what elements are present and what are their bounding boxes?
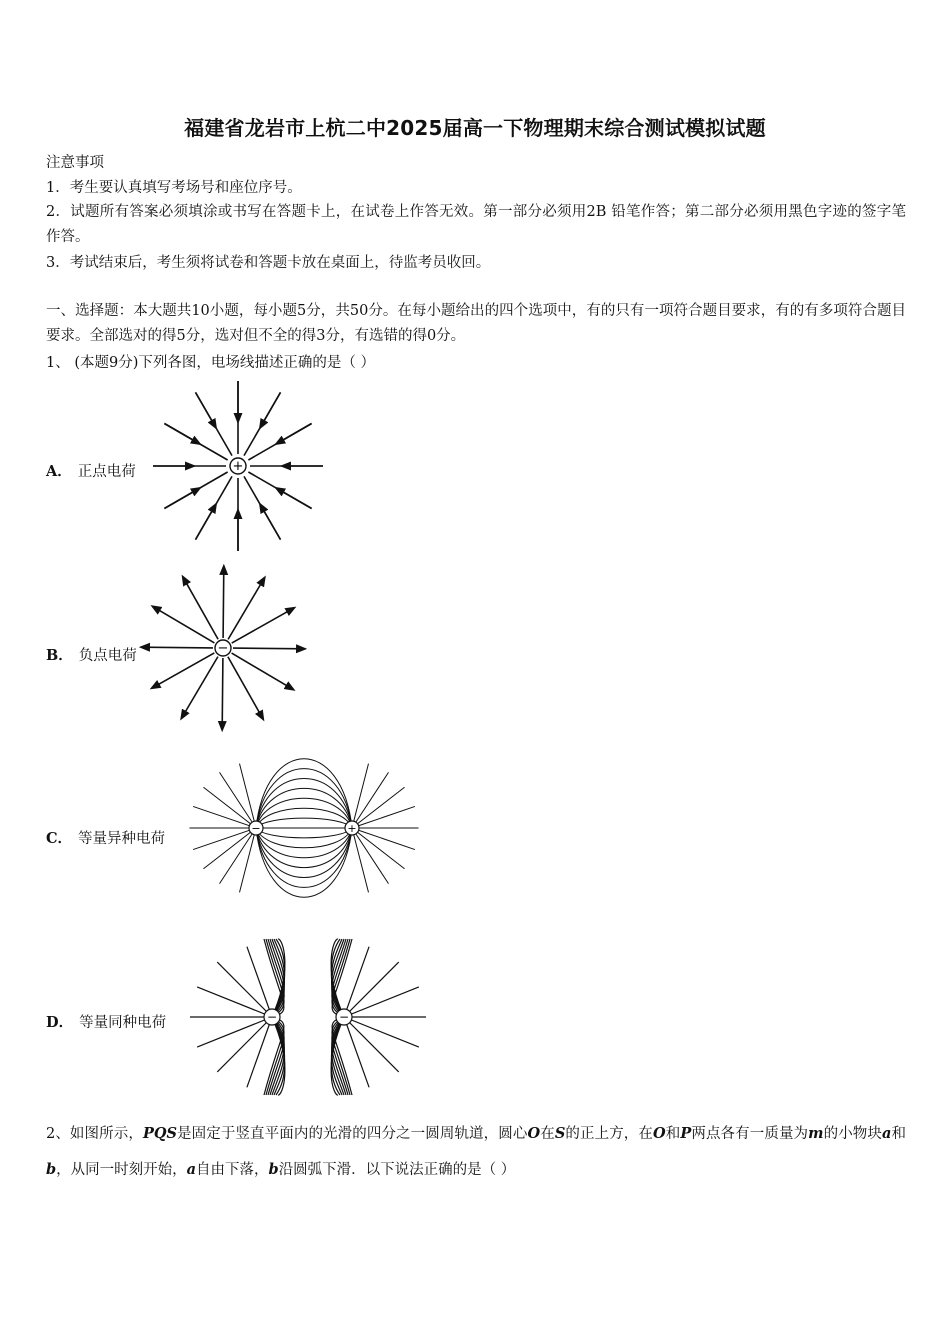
field-arrow bbox=[260, 392, 281, 428]
option-c-text: 等量异种电荷 bbox=[78, 831, 166, 847]
field-line bbox=[352, 787, 405, 828]
option-d-text: 等量同种电荷 bbox=[79, 1015, 167, 1031]
field-arrow bbox=[141, 647, 213, 648]
field-arrow bbox=[196, 392, 217, 428]
charge-symbol-right: − bbox=[338, 1010, 350, 1024]
field-arrow bbox=[228, 577, 265, 639]
option-d-label: D． bbox=[46, 1014, 74, 1031]
figure-positive-charge bbox=[148, 376, 328, 556]
charge-symbol: − bbox=[217, 641, 229, 656]
field-arrow bbox=[276, 424, 312, 445]
field-line bbox=[247, 1017, 272, 1087]
field-arrow bbox=[260, 504, 281, 540]
option-a bbox=[46, 460, 136, 481]
field-line bbox=[352, 828, 415, 850]
charge-symbol-left: − bbox=[251, 822, 261, 835]
field-line bbox=[239, 828, 256, 892]
field-arrow bbox=[152, 606, 214, 643]
field-arrow bbox=[164, 424, 200, 445]
section-1-intro: 一、选择题：本大题共10小题，每小题5分，共50分。在每小题给出的四个选项中，有的只有一项符合题目要求，有的有多项符合题目要求。全部选对的得5分，选对但不全的得3分，有选错的得0分。 bbox=[46, 303, 906, 344]
field-line bbox=[344, 1017, 399, 1072]
option-b-label: B． bbox=[46, 647, 73, 664]
field-line bbox=[344, 1017, 369, 1087]
field-line bbox=[352, 772, 388, 828]
option-a-label: A． bbox=[46, 463, 72, 480]
field-line bbox=[256, 798, 352, 828]
option-a-text: 正点电荷 bbox=[77, 464, 136, 480]
notice-item-1: 1．考生要认真填写考场号和座位序号。 bbox=[46, 180, 302, 196]
field-arrow bbox=[196, 504, 217, 540]
field-line bbox=[352, 764, 369, 828]
figure-negative-charge bbox=[133, 558, 313, 738]
option-c-label: C． bbox=[46, 830, 73, 847]
notice-item-2: 2．试题所有答案必须填涂或书写在答题卡上，在试卷上作答无效。第一部分必须用2B 铅笔作答；第二部分必须用黑色字迹的签字笔作答。 bbox=[46, 204, 906, 245]
page-title: 福建省龙岩市上杭二中2025届高一下物理期末综合测试模拟试题 bbox=[184, 116, 766, 140]
field-line bbox=[239, 764, 256, 828]
question-1-stem: 1、 (本题9分)下列各图，电场线描述正确的是（ ） bbox=[46, 355, 375, 371]
field-line bbox=[344, 1017, 419, 1047]
field-arrow bbox=[223, 566, 224, 638]
field-line bbox=[256, 828, 352, 838]
charge-symbol: + bbox=[232, 459, 244, 474]
field-line bbox=[203, 828, 256, 869]
field-line bbox=[217, 962, 272, 1017]
field-arrow bbox=[232, 608, 295, 643]
field-arrow bbox=[152, 653, 215, 688]
field-line bbox=[256, 828, 352, 878]
option-b-text: 负点电荷 bbox=[78, 648, 137, 664]
notice-item-3: 3．考试结束后，考生须将试卷和答题卡放在桌面上，待监考员收回。 bbox=[46, 255, 491, 271]
field-line bbox=[344, 962, 399, 1017]
field-arrow bbox=[233, 648, 305, 649]
field-arrow bbox=[228, 657, 263, 720]
field-line bbox=[344, 987, 419, 1017]
field-arrow bbox=[181, 657, 218, 719]
field-line bbox=[256, 828, 352, 858]
field-line bbox=[197, 987, 272, 1017]
option-d bbox=[46, 1011, 166, 1032]
figure-opposite-charges bbox=[186, 758, 426, 898]
field-arrow bbox=[232, 653, 294, 690]
question-2-stem: 2、如图所示，PQS是固定于竖直平面内的光滑的四分之一圆周轨道，圆心O在S的正上方，在O和P两点各有一质量为m的小物块a和b，从同一时刻开始，a自由下落，b沿圆弧下滑．以下说法正确的是（ ） bbox=[46, 1125, 907, 1178]
notice-heading: 注意事项 bbox=[46, 155, 104, 171]
field-arrow bbox=[183, 577, 218, 640]
option-b bbox=[46, 644, 137, 665]
charge-symbol-right: + bbox=[347, 822, 357, 835]
field-line bbox=[256, 818, 352, 828]
field-line bbox=[197, 1017, 272, 1047]
field-arrow bbox=[222, 658, 223, 730]
option-c bbox=[46, 827, 165, 848]
field-line bbox=[247, 947, 272, 1017]
field-line bbox=[352, 806, 415, 828]
field-line bbox=[352, 828, 405, 869]
field-arrow bbox=[276, 488, 312, 509]
field-line bbox=[352, 828, 369, 892]
field-line bbox=[217, 1017, 272, 1072]
field-line bbox=[220, 828, 256, 884]
charge-symbol-left: − bbox=[266, 1010, 278, 1024]
field-line bbox=[352, 828, 388, 884]
field-line bbox=[344, 947, 369, 1017]
field-line bbox=[256, 779, 352, 829]
figure-like-charges bbox=[188, 937, 428, 1097]
field-line bbox=[220, 772, 256, 828]
field-line bbox=[203, 787, 256, 828]
field-arrow bbox=[164, 488, 200, 509]
field-line bbox=[193, 806, 256, 828]
field-line bbox=[193, 828, 256, 850]
